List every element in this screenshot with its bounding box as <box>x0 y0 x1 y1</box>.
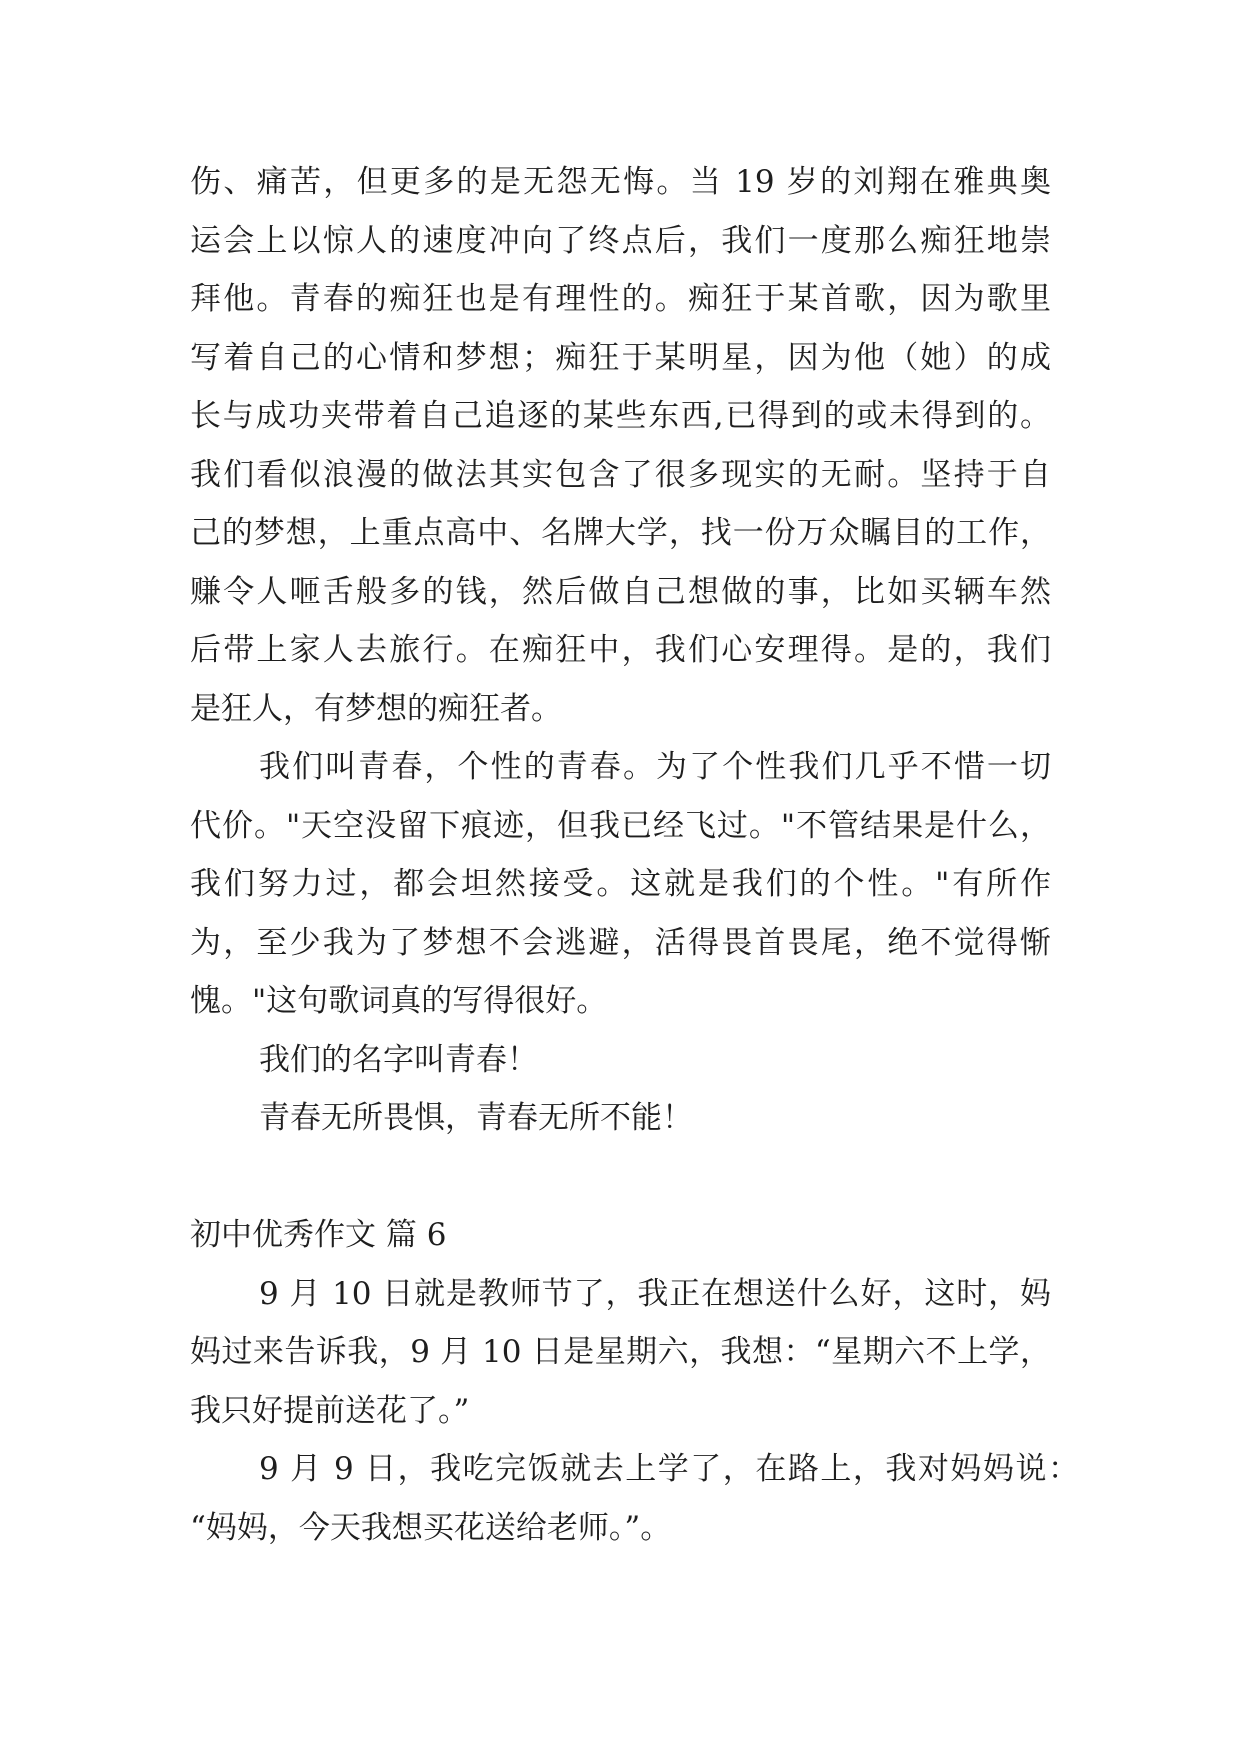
text-line: 赚令人咂舌般多的钱，然后做自己想做的事，比如买辆车然 <box>190 573 1051 610</box>
text-line: 是狂人，有梦想的痴狂者。 <box>190 690 562 727</box>
text-line: 愧。"这句歌词真的写得很好。 <box>190 983 608 1019</box>
text-line: 9 月 10 日就是教师节了，我正在想送什么好，这时，妈 <box>259 1275 1051 1312</box>
text-line: 我们看似浪漫的做法其实包含了很多现实的无耐。坚持于自 <box>190 456 1051 493</box>
paragraph <box>190 1265 1051 1441</box>
text-line: 代价。"天空没留下痕迹，但我已经飞过。"不管结果是什么， <box>190 807 1051 844</box>
paragraph <box>190 153 1051 738</box>
paragraph <box>190 1031 1051 1090</box>
text-line: 我们的名字叫青春！ <box>259 1041 538 1078</box>
text-line: “妈妈，今天我想买花送给老师。”。 <box>190 1509 672 1546</box>
text-line: 我们叫青春，个性的青春。为了个性我们几乎不惜一切 <box>259 749 1051 785</box>
section-heading: 初中优秀作文 篇 6 <box>190 1217 447 1253</box>
text-line: 为，至少我为了梦想不会逃避，活得畏首畏尾，绝不觉得惭 <box>190 924 1051 961</box>
paragraph <box>190 1440 1079 1557</box>
paragraph <box>190 738 1051 1031</box>
document-page <box>190 153 1079 1557</box>
text-line: 我只好提前送花了。” <box>190 1392 470 1429</box>
text-line: 9 月 9 日，我吃完饭就去上学了，在路上，我对妈妈说： <box>259 1451 1079 1487</box>
text-line: 伤、痛苦，但更多的是无怨无悔。当 19 岁的刘翔在雅典奥 <box>190 164 1051 200</box>
text-line: 后带上家人去旅行。在痴狂中，我们心安理得。是的，我们 <box>190 632 1051 668</box>
paragraph <box>190 1089 1051 1148</box>
text-line: 长与成功夹带着自己追逐的某些东西,已得到的或未得到的。 <box>190 398 1051 434</box>
text-line: 我们努力过，都会坦然接受。这就是我们的个性。"有所作 <box>190 866 1051 902</box>
text-line: 写着自己的心情和梦想；痴狂于某明星，因为他（她）的成 <box>190 339 1051 376</box>
blank-line <box>190 1148 1051 1207</box>
text-line: 己的梦想，上重点高中、名牌大学，找一份万众瞩目的工作， <box>190 515 1051 551</box>
text-line: 妈过来告诉我，9 月 10 日是星期六，我想：“星期六不上学， <box>190 1334 1051 1370</box>
text-line: 青春无所畏惧，青春无所不能！ <box>259 1100 693 1136</box>
text-line: 运会上以惊人的速度冲向了终点后，我们一度那么痴狂地崇 <box>190 222 1051 259</box>
text-line: 拜他。青春的痴狂也是有理性的。痴狂于某首歌，因为歌里 <box>190 281 1051 317</box>
